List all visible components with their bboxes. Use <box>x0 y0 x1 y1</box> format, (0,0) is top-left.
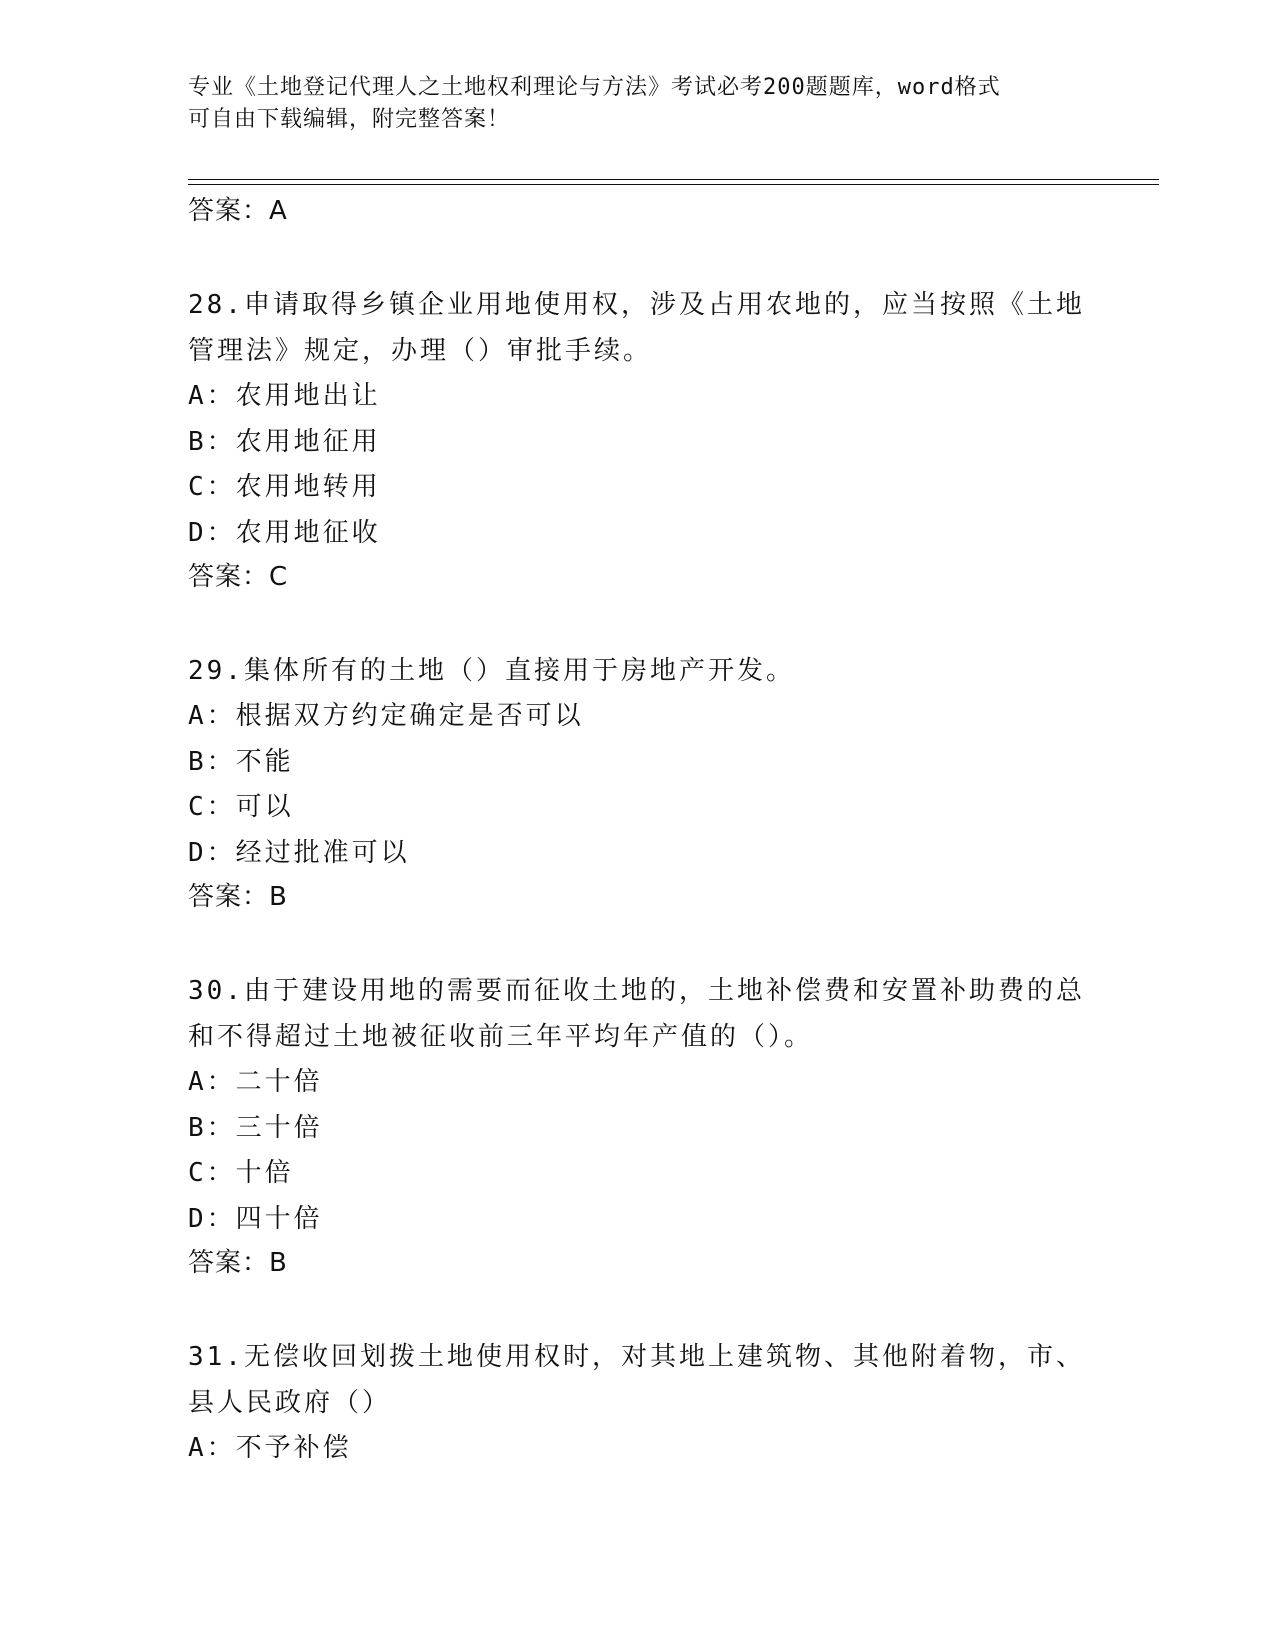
option-a: A：农用地出让 <box>188 381 381 411</box>
question-stem: 和不得超过土地被征收前三年平均年产值的（）。 <box>188 1022 814 1052</box>
answer-line: 答案：A <box>188 196 288 226</box>
question-30 <box>188 968 1088 1284</box>
question-28 <box>188 282 1088 598</box>
question-29 <box>188 648 1088 918</box>
option-d: D：农用地征收 <box>188 517 381 548</box>
question-31 <box>188 1334 1088 1472</box>
answer-line: 答案：B <box>188 1248 288 1278</box>
question-stem: 31.无偿收回划拨土地使用权时，对其地上建筑物、其他附着物，市、 <box>188 1342 1085 1372</box>
option-c: C：可以 <box>188 792 294 822</box>
answer-line: 答案：B <box>188 882 288 912</box>
option-d: D：四十倍 <box>188 1203 323 1234</box>
question-stem: 28.申请取得乡镇企业用地使用权，涉及占用农地的，应当按照《土地 <box>188 290 1085 320</box>
option-c: C：农用地转用 <box>188 472 381 502</box>
header-divider <box>188 179 1159 180</box>
option-b: B：农用地征用 <box>188 426 381 457</box>
question-stem: 县人民政府（） <box>188 1388 392 1418</box>
question-stem: 管理法》规定，办理（）审批手续。 <box>188 336 653 366</box>
question-stem: 29.集体所有的土地（）直接用于房地产开发。 <box>188 656 795 686</box>
option-b: B：三十倍 <box>188 1112 323 1143</box>
document-header <box>188 72 1088 136</box>
option-a: A：不予补偿 <box>188 1433 352 1463</box>
option-c: C：十倍 <box>188 1158 294 1188</box>
header-divider-thin <box>188 184 1159 185</box>
option-d: D：经过批准可以 <box>188 837 410 868</box>
question-stem: 30.由于建设用地的需要而征收土地的，土地补偿费和安置补助费的总 <box>188 976 1085 1006</box>
answer-line: 答案：C <box>188 562 289 592</box>
header-line-2: 可自由下载编辑，附完整答案！ <box>188 107 511 132</box>
option-a: A：根据双方约定确定是否可以 <box>188 701 584 731</box>
option-b: B：不能 <box>188 746 294 777</box>
option-a: A：二十倍 <box>188 1067 323 1097</box>
header-line-1: 专业《土地登记代理人之土地权利理论与方法》考试必考200题题库，word格式 <box>188 75 1001 100</box>
question-list <box>188 190 1088 1472</box>
